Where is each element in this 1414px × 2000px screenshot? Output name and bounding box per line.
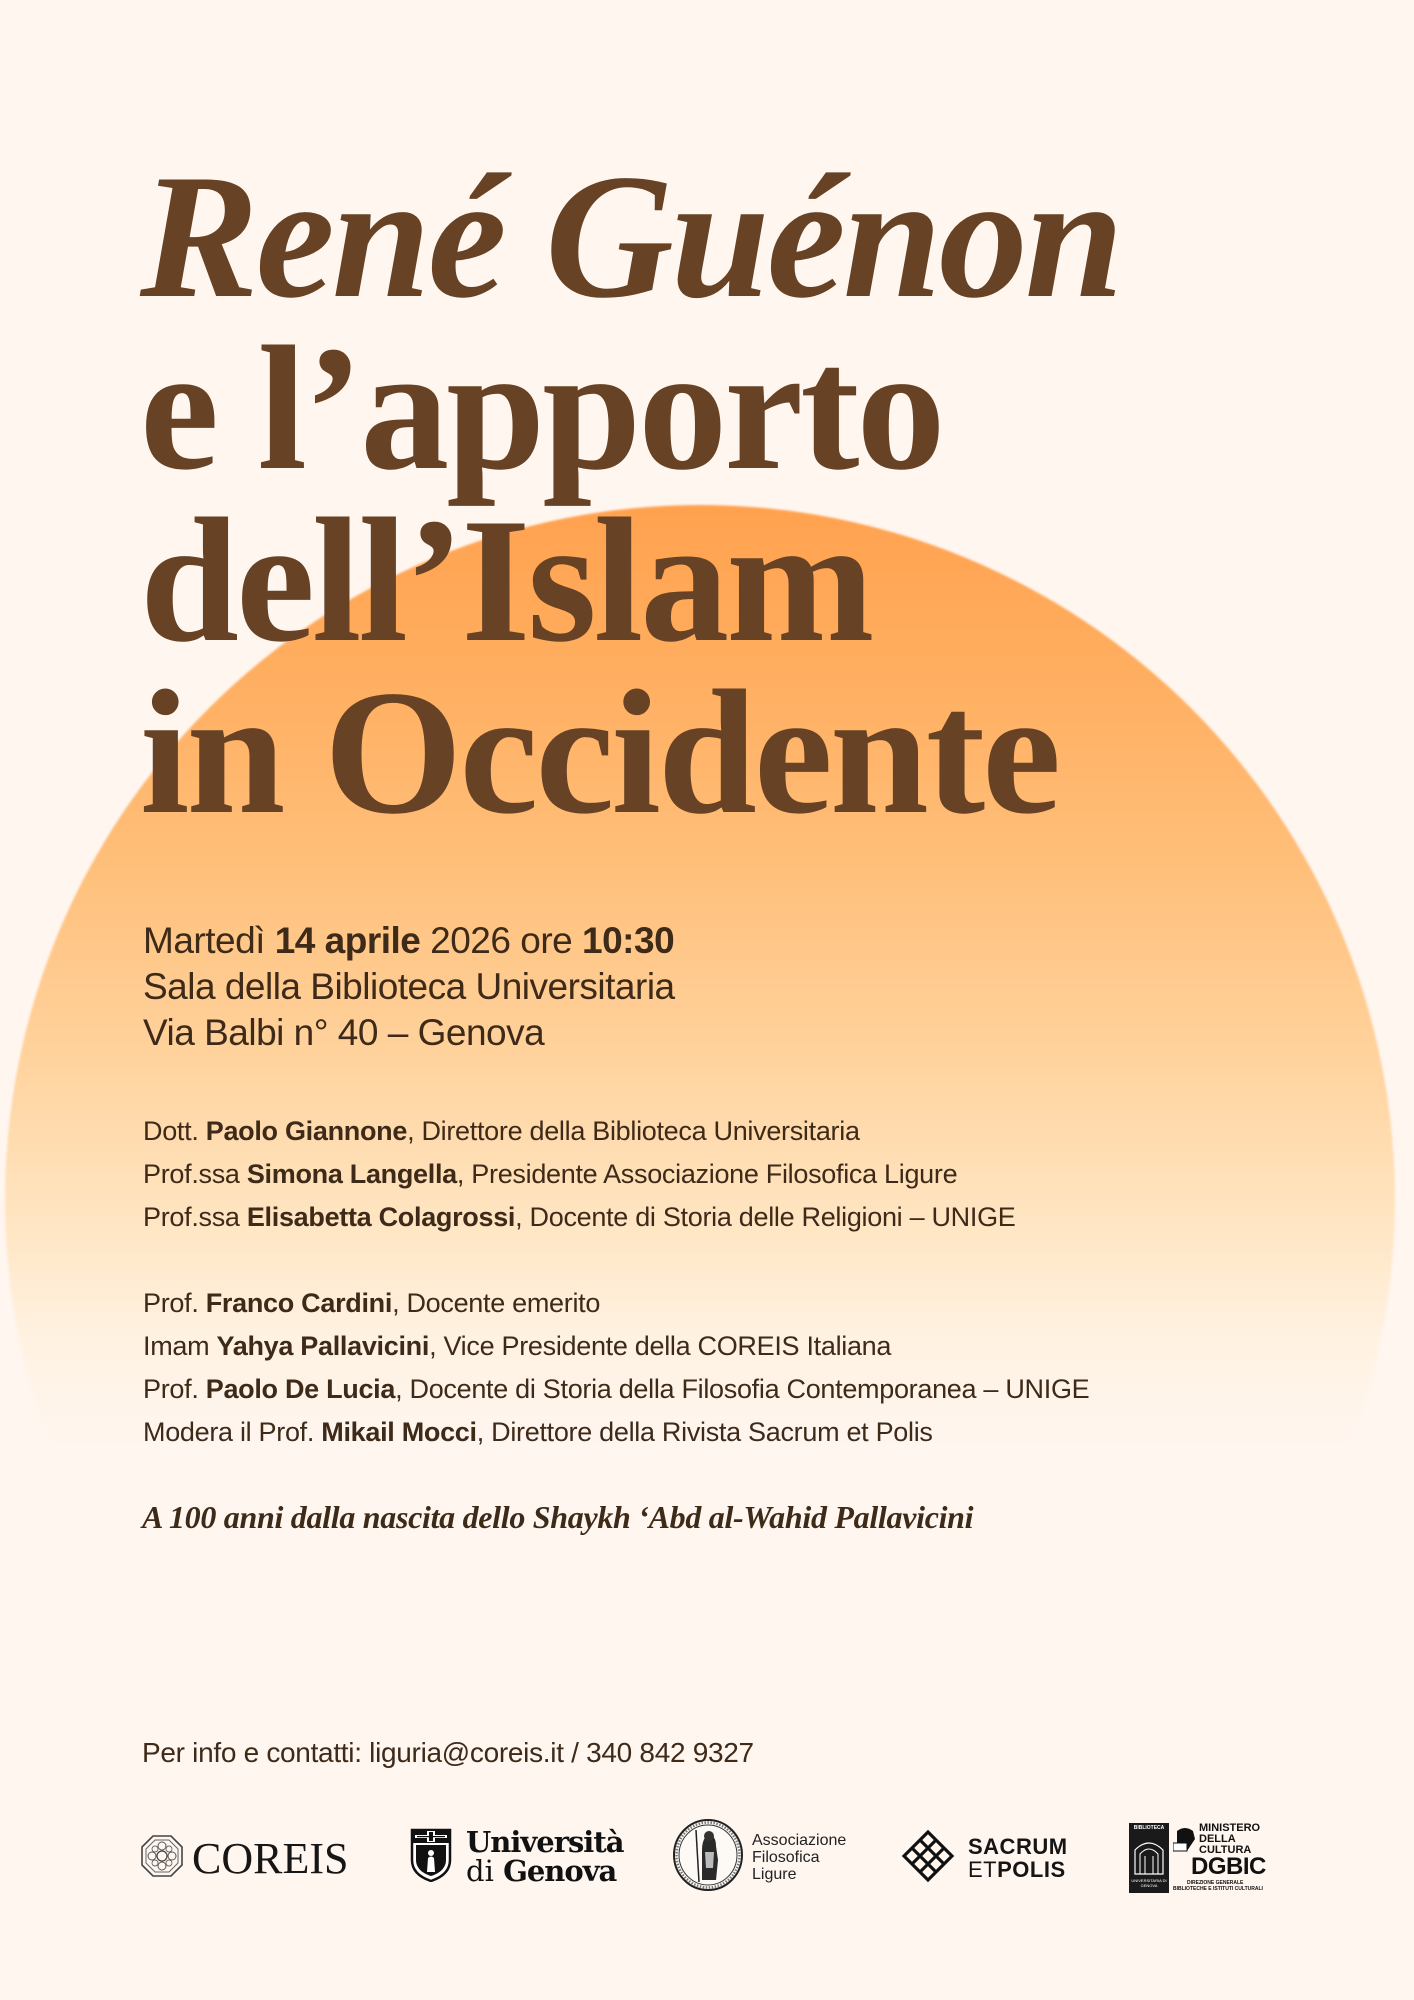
speaker-role: , Presidente Associazione Filosofica Ligure [456,1159,958,1189]
logo-ministero-cultura-dgbic [1129,1822,1267,1894]
title-line-1: René Guénon [140,137,1121,335]
mic-head-icon [1173,1825,1197,1853]
unige-line-2 [466,1854,624,1888]
speakers-main-list [143,1282,1089,1454]
event-time-prefix: ore [520,920,573,961]
biblioteca-universitaria-badge [1129,1823,1169,1893]
logo-unige [410,1825,624,1889]
speaker-title: Prof. [143,1288,199,1318]
speaker-role: , Docente emerito [392,1288,601,1318]
mic-line-1: MINISTERO [1199,1822,1261,1834]
sacrum-et: ET [968,1857,998,1882]
event-datetime [143,918,675,964]
unige-shield-icon [410,1828,452,1887]
unige-di: di [466,1854,494,1888]
speaker-row [143,1110,1016,1153]
event-time: 10:30 [582,920,675,961]
afl-line-1: Associazione [752,1831,847,1849]
partner-logos [0,1820,1414,1900]
afl-wordmark [752,1832,846,1883]
speaker-name: Franco Cardini [205,1288,393,1318]
speaker-role: , Vice Presidente della COREIS Italiana [429,1331,892,1361]
speaker-name: Elisabetta Colagrossi [246,1202,516,1232]
speaker-name: Paolo Giannone [205,1116,408,1146]
sacrum-lattice-icon [900,1828,956,1889]
biblioteca-label: BIBLIOTECA [1133,1825,1165,1831]
event-details [143,918,675,1056]
title-line-4: in Occidente [140,653,1059,851]
coreis-rosette-icon [140,1834,184,1883]
logo-associazione-filosofica-ligure [672,1820,846,1894]
speaker-role: , Docente di Storia delle Religioni – UNIGE [515,1202,1016,1232]
mic-line-3: CULTURA [1199,1844,1252,1856]
contact-info [142,1735,754,1771]
sacrum-polis: POLIS [997,1857,1066,1882]
title-line-3: dell’Islam [140,481,872,679]
sacrum-line-2 [968,1858,1068,1881]
speaker-row [143,1325,1089,1368]
tagline: A 100 anni dalla nascita dello Shaykh ‘Abd al-Wahid Pallavicini [142,1499,974,1535]
speakers-intro-list [143,1110,1016,1239]
contact-phone-link[interactable]: 340 842 9327 [586,1737,754,1768]
contact-separator: / [571,1737,579,1768]
event-venue: Sala della Biblioteca Universitaria [143,966,675,1007]
afl-line-3: Ligure [752,1865,797,1883]
unige-line-1: Università [466,1825,624,1859]
dgbic-subtitle [1173,1880,1263,1892]
logo-coreis [140,1832,348,1884]
speaker-row [143,1196,1016,1239]
dgbic-acronym: DGBIC [1191,1853,1266,1880]
logo-sacrum-et-polis [900,1830,1068,1886]
speaker-name: Yahya Pallavicini [216,1331,430,1361]
mic-ministero-lines [1199,1823,1260,1856]
coreis-wordmark: COREIS [192,1833,349,1883]
unige-wordmark [466,1825,624,1888]
speaker-row [143,1368,1089,1411]
unige-genova: Genova [503,1854,617,1888]
speaker-title: Modera il Prof. [143,1417,315,1447]
event-address: Via Balbi n° 40 – Genova [143,1012,545,1053]
mic-line-2: DELLA [1199,1833,1236,1845]
event-year: 2026 [430,920,511,961]
event-title [140,137,1121,851]
title-line-2: e l’apporto [140,309,943,507]
speaker-name: Paolo De Lucia [205,1374,396,1404]
speaker-name: Mikail Mocci [321,1417,477,1447]
speaker-row [143,1153,1016,1196]
speaker-title: Dott. [143,1116,199,1146]
sacrum-line-1: SACRUM [968,1834,1068,1859]
speaker-role: , Direttore della Rivista Sacrum et Polis [476,1417,933,1447]
library-building-icon [1132,1834,1166,1876]
mic-wordmark [1173,1823,1267,1893]
afl-line-2: Filosofica [752,1848,820,1866]
contact-email-link[interactable]: liguria@coreis.it [369,1737,564,1768]
event-weekday: Martedì [143,920,265,961]
speaker-role: , Direttore della Biblioteca Universitaria [407,1116,860,1146]
universitaria-label: UNIVERSITARIA DI GENOVA [1131,1878,1167,1888]
event-date: 14 aprile [274,920,421,961]
afl-seal-icon [672,1818,744,1897]
speaker-row [143,1282,1089,1325]
speaker-role: , Docente di Storia della Filosofia Contemporanea – UNIGE [395,1374,1090,1404]
dgbic-sub-1: DIREZIONE GENERALE [1187,1880,1244,1886]
speaker-title: Prof. [143,1374,199,1404]
speaker-title: Imam [143,1331,210,1361]
speaker-row [143,1411,1089,1454]
speaker-title: Prof.ssa [143,1159,240,1189]
speaker-title: Prof.ssa [143,1202,240,1232]
sacrum-wordmark [968,1835,1068,1881]
speaker-name: Simona Langella [246,1159,457,1189]
dgbic-sub-2: BIBLIOTECHE E ISTITUTI CULTURALI [1173,1886,1263,1892]
contact-label: Per info e contatti: [142,1737,362,1768]
